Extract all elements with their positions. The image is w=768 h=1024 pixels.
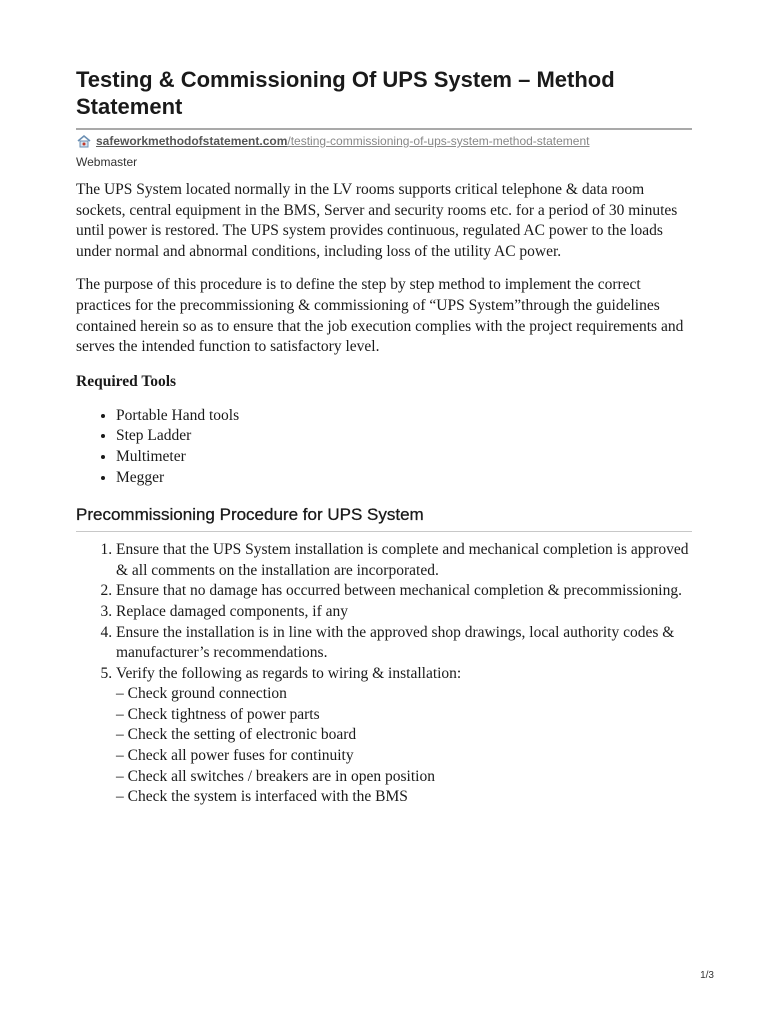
check-item: – Check all power fuses for continuity <box>116 747 354 765</box>
source-domain[interactable]: safeworkmethodofstatement.com <box>96 134 288 148</box>
step-item-verify <box>116 664 692 808</box>
tool-item: • Multimeter <box>116 447 692 468</box>
author-name: Webmaster <box>76 155 138 169</box>
tool-item: • Megger <box>116 468 692 489</box>
check-item: – Check the system is interfaced with the BMS <box>116 788 408 806</box>
document-page <box>76 66 692 808</box>
document-title: Testing & Commissioning Of UPS System – Method Statement <box>76 66 692 130</box>
tool-item: • Portable Hand tools <box>116 406 692 427</box>
intro-paragraph: The UPS System located normally in the LV rooms supports critical telephone & data room sockets, central equipment in the BMS, Server and security rooms etc. for a period of 30 minutes until power is restored. The UPS system provides continuous, regulated AC power to the loads under normal and abnormal conditions, including loss of the utility AC power. <box>76 181 678 260</box>
precommissioning-steps <box>76 540 692 808</box>
check-item: – Check the setting of electronic board <box>116 726 357 744</box>
source-link[interactable] <box>76 133 692 149</box>
step-item: 3. Replace damaged components, if any <box>116 602 692 623</box>
check-item: – Check all switches / breakers are in open position <box>116 767 435 785</box>
check-item: – Check ground connection <box>116 685 287 703</box>
page-number: 1/3 <box>700 970 714 981</box>
step-item: 4. Ensure the installation is in line with the approved shop drawings, local authority codes & manufacturer’s recommendations. <box>116 623 692 664</box>
check-item: – Check tightness of power parts <box>116 705 320 723</box>
wiring-check-list <box>116 684 692 808</box>
step-item: 1. Ensure that the UPS System installation is complete and mechanical completion is approved & all comments on the installation are incorporated. <box>116 540 692 581</box>
source-path[interactable]: /testing-commissioning-of-ups-system-method-statement <box>287 134 590 148</box>
step-item-label: Verify the following as regards to wiring & installation: <box>116 664 462 682</box>
tool-item: • Step Ladder <box>116 426 692 447</box>
step-item: 2. Ensure that no damage has occurred between mechanical completion & precommissioning. <box>116 581 692 602</box>
required-tools-list <box>76 406 692 488</box>
required-tools-heading: Required Tools <box>76 372 177 390</box>
purpose-paragraph: The purpose of this procedure is to define the step by step method to implement the correct practices for the precommissioning & commissioning of “UPS System”through the guidelines contained herein so as to ensure that the job execution complies with the project requirements and serves the intended function to satisfactory level. <box>76 276 684 356</box>
site-favicon-icon <box>76 134 92 148</box>
precommissioning-heading: Precommissioning Procedure for UPS System <box>76 504 692 532</box>
